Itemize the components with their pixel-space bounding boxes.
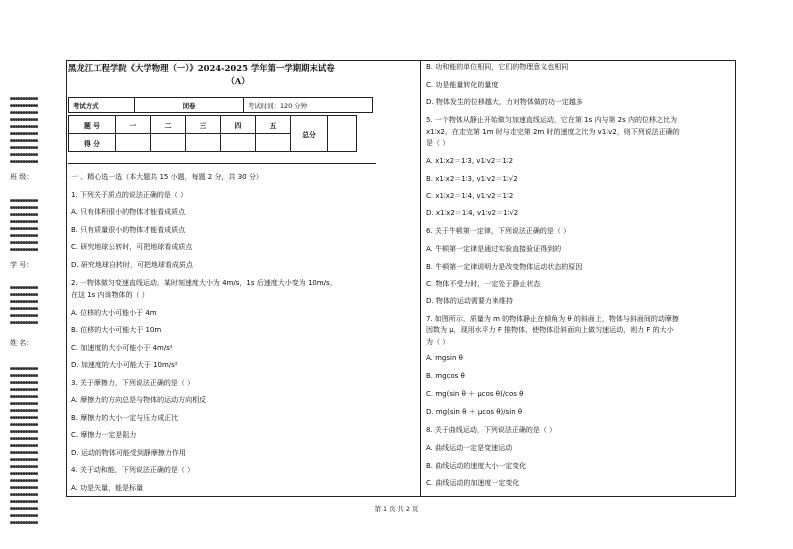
exam-version: （A）	[226, 76, 250, 86]
binding-dot-row: ●●●●●●●●●●●	[10, 159, 38, 165]
binding-dot-row: ●●●●●●●●●●●	[10, 247, 38, 253]
binding-dot-row: ●●●●●●●●●●●	[10, 401, 38, 407]
score-table	[68, 115, 357, 152]
binding-dot-row: ●●●●●●●●●●●	[10, 306, 38, 312]
score-cell	[186, 134, 221, 152]
binding-dot-row: ●●●●●●●●●●●	[10, 450, 38, 456]
question-line: D. 物体发生的位移越大，力对物体做的功一定越多	[426, 98, 583, 106]
question-line: C. 曲线运动的加速度一定变化	[426, 479, 520, 487]
total-label: 总分	[291, 116, 328, 152]
question-line: x1∶x2，在走完第 1m 时与走完第 2m 时的速度之比为 v1∶v2，则下列说法正确的	[426, 128, 680, 136]
binding-dot-row: ●●●●●●●●●●●	[10, 240, 38, 246]
binding-dot-row: ●●●●●●●●●●●	[10, 292, 38, 298]
binding-dot-row: ●●●●●●●●●●●	[10, 313, 38, 319]
question-line: C. 物体不受力时，一定处于静止状态	[426, 280, 541, 288]
question-line: 是（ ）	[426, 139, 450, 147]
score-cell	[116, 134, 151, 152]
question-line: D. 物体的运动需要力来维持	[426, 297, 513, 305]
binding-dot-row: ●●●●●●●●●●●	[10, 219, 38, 225]
question-line: 5. 一个物体从静止开始做匀加速直线运动，它在第 1s 内与第 2s 内的位移之比为	[426, 116, 678, 124]
score-col-2: 二	[151, 116, 186, 134]
question-line: B. 只有质量很小的物体才能看成质点	[71, 226, 186, 234]
question-line: A. 位移的大小可能小于 4m	[71, 309, 157, 317]
score-col-4: 四	[221, 116, 256, 134]
binding-dot-row: ●●●●●●●●●●●	[10, 285, 38, 291]
question-line: A. mgsin θ	[426, 354, 463, 362]
binding-dot-row: ●●●●●●●●●●●	[10, 520, 38, 526]
page-footer: 第 1 页 共 2 页	[374, 505, 419, 513]
question-line: D. x1∶x2＝1∶4, v1∶v2＝1∶√2	[426, 209, 519, 217]
binding-dot-row: ●●●●●●●●●●●	[10, 422, 38, 428]
binding-dot-row: ●●●●●●●●●●●	[10, 513, 38, 519]
question-line: B. 位移的大小可能大于 10m	[71, 326, 162, 334]
binding-dot-row: ●●●●●●●●●●●	[10, 387, 38, 393]
question-line: B. 曲线运动的速度大小一定变化	[426, 462, 527, 470]
score-cell	[221, 134, 256, 152]
question-line: 因数为 μ，现用水平力 F 推物体，使物体沿斜面向上做匀速运动，则力 F 的大小	[426, 326, 674, 334]
score-col-5: 五	[256, 116, 291, 134]
binding-dot-row: ●●●●●●●●●●●	[10, 464, 38, 470]
score-cell	[151, 134, 186, 152]
binding-dot-row: ●●●●●●●●●●●	[10, 373, 38, 379]
total-score-cell	[328, 116, 357, 152]
binding-dot-row: ●●●●●●●●●●●	[10, 138, 38, 144]
binding-dot-row: ●●●●●●●●●●●	[10, 380, 38, 386]
binding-dot-row: ●●●●●●●●●●●	[10, 366, 38, 372]
class-label: 班 级：	[10, 173, 34, 181]
binding-dot-row: ●●●●●●●●●●●	[10, 506, 38, 512]
question-line: 8. 关于曲线运动，下列说法正确的是（ ）	[426, 426, 557, 434]
name-label: 姓 名：	[10, 339, 34, 347]
question-line: A. 摩擦力的方向总是与物体的运动方向相反	[71, 396, 207, 404]
binding-dot-row: ●●●●●●●●●●●	[10, 145, 38, 151]
binding-dot-row: ●●●●●●●●●●●	[10, 212, 38, 218]
binding-dot-row: ●●●●●●●●●●●	[10, 152, 38, 158]
binding-dot-row: ●●●●●●●●●●●	[10, 485, 38, 491]
question-line: 在这 1s 内该物体的（ ）	[71, 291, 149, 299]
question-line: B. x1∶x2＝1∶3, v1∶v2＝1∶√2	[426, 175, 518, 183]
binding-dot-row: ●●●●●●●●●●●	[10, 478, 38, 484]
binding-dot-row: ●●●●●●●●●●●	[10, 394, 38, 400]
question-line: 3. 关于摩擦力，下列说法正确的是（ ）	[71, 379, 195, 387]
binding-dot-row: ●●●●●●●●●●●	[10, 124, 38, 130]
exam-method-label: 考试方式	[69, 98, 135, 113]
question-line: 7. 如图所示，质量为 m 的物体静止在倾角为 θ 的斜面上，物体与斜面间的动摩擦	[426, 315, 679, 323]
question-line: B. mgcos θ	[426, 372, 465, 380]
binding-dot-row: ●●●●●●●●●●●	[10, 320, 38, 326]
binding-dot-row: ●●●●●●●●●●●	[10, 457, 38, 463]
question-line: A. x1∶x2＝1∶3, v1∶v2＝1∶2	[426, 157, 514, 165]
binding-dot-row: ●●●●●●●●●●●	[10, 131, 38, 137]
question-line: C. x1∶x2＝1∶4, v1∶v2＝1∶2	[426, 192, 514, 200]
question-line: B. 摩擦力的大小一定与压力成正比	[71, 414, 179, 422]
question-line: B. 功和能的单位相同，它们的物理意义也相同	[426, 63, 569, 71]
binding-dot-row: ●●●●●●●●●●●	[10, 299, 38, 305]
question-line: D. 加速度的大小可能大于 10m/s²	[71, 361, 178, 369]
question-line: A. 只有体积很小的物体才能看成质点	[71, 208, 186, 216]
exam-info-table	[68, 97, 373, 113]
question-line: C. 加速度的大小可能小于 4m/s²	[71, 344, 173, 352]
score-cell	[256, 134, 291, 152]
binding-dot-row: ●●●●●●●●●●●	[10, 198, 38, 204]
question-line: C. 功是能量转化的量度	[426, 81, 499, 89]
question-line: C. 研究地球公转时，可把地球看成质点	[71, 243, 193, 251]
exam-time: 考试时间：120 分钟	[244, 98, 373, 113]
binding-dot-row: ●●●●●●●●●●●	[10, 205, 38, 211]
binding-dot-row: ●●●●●●●●●●●	[10, 408, 38, 414]
binding-dot-row: ●●●●●●●●●●●	[10, 233, 38, 239]
binding-dot-row: ●●●●●●●●●●●	[10, 415, 38, 421]
binding-dot-row: ●●●●●●●●●●●	[10, 103, 38, 109]
binding-dot-row: ●●●●●●●●●●●	[10, 499, 38, 505]
section-rule	[68, 163, 376, 164]
question-line: A. 曲线运动一定是变速运动	[426, 444, 513, 452]
section-heading: 一 、精心选一选（本大题共 15 小题，每题 2 分，共 30 分）	[71, 173, 263, 181]
binding-dot-row: ●●●●●●●●●●●	[10, 429, 38, 435]
binding-dot-row: ●●●●●●●●●●●	[10, 492, 38, 498]
question-line: 1. 下列关于质点的说法正确的是（ ）	[71, 191, 188, 199]
question-line: C. mg(sin θ ＋ μcos θ)/cos θ	[426, 390, 524, 398]
student-id-label: 学 号：	[10, 261, 34, 269]
question-line: 4. 关于动和能，下列说法正确的是（ ）	[71, 466, 195, 474]
score-col-1: 一	[116, 116, 151, 134]
exam-title: 黑龙江工程学院《大学物理（一）》2024-2025 学年第一学期期末试卷	[68, 63, 335, 73]
binding-dot-row: ●●●●●●●●●●●	[10, 117, 38, 123]
binding-dot-row: ●●●●●●●●●●●	[10, 443, 38, 449]
binding-dot-row: ●●●●●●●●●●●	[10, 110, 38, 116]
score-col-3: 三	[186, 116, 221, 134]
score-row-label: 得 分	[69, 134, 116, 152]
exam-method-value: 闭卷	[135, 98, 244, 113]
question-line: D. 运动的物体可能受到静摩擦力作用	[71, 449, 186, 457]
column-divider	[420, 60, 421, 497]
binding-dot-row: ●●●●●●●●●●●	[10, 471, 38, 477]
question-line: A. 功是矢量，能是标量	[71, 484, 144, 492]
question-line: 为（ ）	[426, 338, 450, 346]
question-line: D. 研究地球自转时，可把地球看成质点	[71, 261, 193, 269]
question-line: C. 摩擦力一定是阻力	[71, 431, 137, 439]
question-line: 2. 一物体做匀变速直线运动，某时刻速度大小为 4m/s，1s 后速度大小变为 10m/s，	[71, 279, 337, 287]
question-number-label: 题 号	[69, 116, 116, 134]
question-line: D. mg(sin θ ＋ μcos θ)/sin θ	[426, 408, 523, 416]
question-line: 6. 关于牛顿第一定律，下列说法正确的是（ ）	[426, 227, 571, 235]
binding-dot-row: ●●●●●●●●●●●	[10, 96, 38, 102]
question-line: A. 牛顿第一定律是通过实验直接验证得到的	[426, 245, 562, 253]
question-line: B. 牛顿第一定律说明力是改变物体运动状态的原因	[426, 263, 583, 271]
binding-dot-row: ●●●●●●●●●●●	[10, 436, 38, 442]
binding-dot-row: ●●●●●●●●●●●	[10, 226, 38, 232]
